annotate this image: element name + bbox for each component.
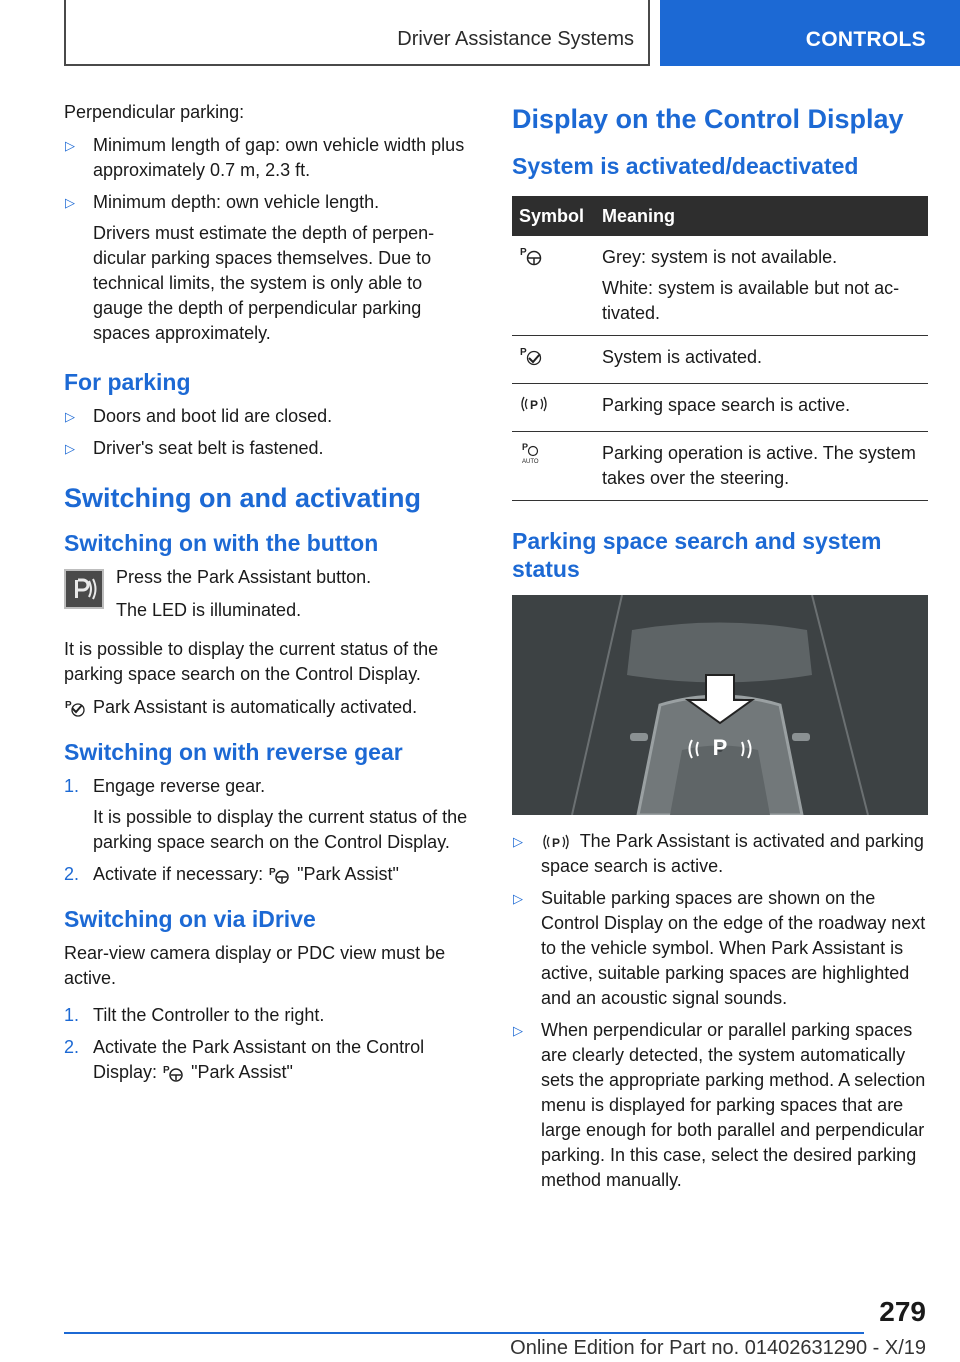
status-bullets — [512, 829, 928, 1193]
column-header-meaning: Meaning — [602, 206, 676, 226]
reverse-heading: Switching on with reverse gear — [64, 739, 403, 765]
diagram-p-label: P — [712, 735, 728, 760]
bullet-triangle-icon: ▷ — [513, 891, 523, 906]
activated-heading: System is activated/deactivated — [512, 153, 859, 179]
park-assist-symbol-icon — [162, 1063, 186, 1083]
park-assist-activated-icon — [64, 698, 88, 718]
svg-text:P: P — [65, 700, 72, 712]
svg-text:P: P — [163, 1065, 170, 1077]
footer-divider — [64, 1332, 864, 1334]
svg-text:AUTO: AUTO — [522, 459, 539, 465]
list-item: ▷ When perpendicular or parallel parking spaces are clearly detected, the system automatically sets the appropriate parking method. A selection menu is displayed for parking spaces that are large enough for both parallel and perpendicular parking. In this case, select the desired parking method manually. — [513, 1020, 926, 1190]
table-row: P Parking space search is active. — [512, 384, 928, 432]
symbol-table — [512, 196, 928, 501]
bullet-triangle-icon: ▷ — [65, 441, 75, 456]
svg-text:P: P — [552, 836, 561, 851]
bullet-triangle-icon: ▷ — [513, 834, 523, 849]
left-column — [64, 100, 468, 1092]
svg-text:P: P — [520, 247, 527, 258]
display-text: It is possible to display the current status of the parking space search on the Control Display. — [64, 639, 439, 684]
page-number: 279 — [879, 1296, 926, 1327]
table-header — [512, 196, 928, 236]
idrive-heading: Switching on via iDrive — [64, 906, 316, 932]
footer-edition: Online Edition for Part no. 01402631290 - X/19 — [510, 1337, 926, 1359]
list-item: 2. Activate if necessary: P "Park Assist" — [64, 864, 399, 884]
parking-space-search-icon — [512, 393, 602, 422]
bullet-triangle-icon: ▷ — [513, 1023, 523, 1038]
idrive-steps — [64, 1003, 468, 1085]
reverse-steps — [64, 774, 468, 887]
bullet-triangle-icon: ▷ — [65, 409, 75, 424]
parking-diagram — [512, 595, 928, 815]
button-heading: Switching on with the button — [64, 530, 379, 556]
header-section-label: CONTROLS — [805, 28, 926, 51]
list-item: ▷ Driver's seat belt is fastened. — [64, 436, 468, 461]
park-assist-symbol-icon — [268, 865, 292, 885]
header-section-box — [660, 0, 960, 66]
display-heading: Display on the Control Display — [512, 104, 904, 134]
parking-auto-icon — [512, 441, 602, 491]
perp-intro: Perpendicular parking: — [64, 102, 245, 122]
table-row: P System is activated. — [512, 336, 928, 384]
svg-text:P: P — [269, 867, 276, 879]
list-item: ▷ Minimum length of gap: own vehicle width plus approximately 0.7 m, 2.3 ft. — [65, 135, 465, 180]
list-item: 2. Activate the Park Assistant on the Control Display: P "Park Assist" — [64, 1037, 425, 1082]
for-parking-heading: For parking — [64, 369, 191, 395]
perp-bullets — [64, 133, 468, 346]
header-title: Driver Assistance Systems — [397, 28, 634, 50]
button-line-1: Press the Park Assistant button. — [116, 567, 372, 587]
svg-text:P: P — [530, 398, 539, 412]
list-item: 1. Tilt the Controller to the right. — [64, 1005, 325, 1025]
bullet-triangle-icon: ▷ — [65, 138, 75, 153]
auto-activation: P Park Assistant is automatically activated. — [65, 697, 418, 717]
svg-text:P: P — [522, 442, 529, 452]
header-title-box — [64, 0, 650, 66]
svg-text:P: P — [520, 347, 527, 358]
idrive-text: Rear-view camera display or PDC view must be active. — [64, 943, 446, 988]
button-line-2: The LED is illuminated. — [116, 600, 302, 620]
park-assist-symbol-icon — [512, 245, 602, 326]
page-header — [0, 0, 960, 66]
for-parking-bullets — [64, 404, 468, 461]
list-item: 1. Engage reverse gear. It is possible to display the current status of the parking space search on the Control Display. — [64, 776, 468, 852]
right-column — [512, 100, 928, 1200]
park-assist-activated-icon — [512, 345, 602, 374]
list-item: ▷ Suitable parking spaces are shown on the Control Display on the edge of the roadway next to the vehicle symbol. When Park Assistant is active, suitable parking spaces are highlighted and an acoustic signal sounds. — [513, 888, 926, 1008]
park-assist-button-icon — [64, 569, 104, 609]
column-header-symbol: Symbol — [519, 206, 585, 226]
list-item: ▷ Doors and boot lid are closed. — [64, 404, 468, 429]
list-item: ▷ P The Park Assistant is activated and parking space search is active. — [513, 831, 924, 876]
button-instruction — [64, 565, 468, 623]
list-item: ▷ Minimum depth: own vehicle length. Drivers must estimate the depth of perpendicular parking spaces themselves. Due to technical limits, the system is only able to gauge the depth of perpendicular parking spaces approximately. — [64, 190, 468, 346]
parking-space-search-icon — [541, 832, 575, 852]
table-row: P Grey: system is not available. White: system is available but not activated. — [512, 236, 928, 336]
switching-heading: Switching on and activating — [64, 483, 422, 513]
status-heading: Parking space search and system status — [512, 528, 882, 582]
table-row: P AUTO Parking operation is active. The system takes over the steering. — [512, 432, 928, 501]
perp-note: Drivers must estimate the depth of perpendicular parking spaces themselves. Due to technical limits, the system is only able to gauge the depth of perpendicular parking spaces approximately. — [93, 223, 435, 343]
bullet-triangle-icon: ▷ — [65, 195, 75, 210]
